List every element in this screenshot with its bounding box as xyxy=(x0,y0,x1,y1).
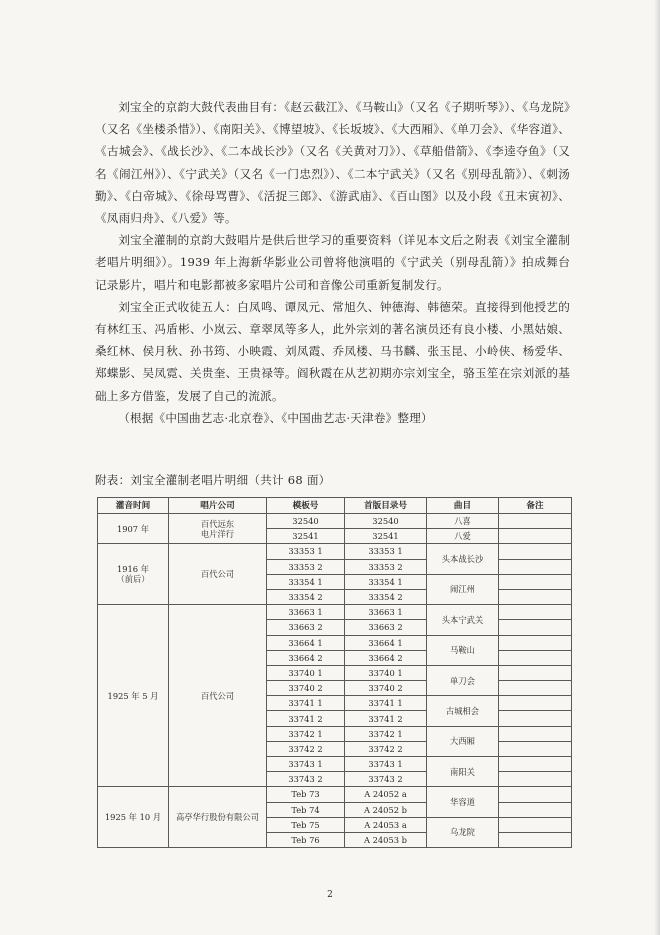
cell-matrix: 33742 2 xyxy=(267,741,345,756)
cell-catalog: 33741 1 xyxy=(345,696,427,711)
cell-note xyxy=(499,817,572,832)
cell-matrix: 33743 1 xyxy=(267,757,345,772)
cell-matrix: 33354 2 xyxy=(267,589,345,604)
header-cell: 曲目 xyxy=(427,498,499,514)
cell-matrix: Teb 75 xyxy=(267,817,345,832)
cell-catalog: A 24052 a xyxy=(345,787,427,802)
cell-matrix: 33741 1 xyxy=(267,696,345,711)
cell-matrix: 33663 2 xyxy=(267,620,345,635)
cell-title: 头本宁武关 xyxy=(427,605,499,635)
cell-catalog: 32541 xyxy=(345,529,427,544)
recordings-table xyxy=(97,497,572,848)
cell-title: 闹江州 xyxy=(427,574,499,604)
cell-note xyxy=(499,726,572,741)
cell-catalog: 33353 1 xyxy=(345,544,427,559)
page-number: 2 xyxy=(327,890,333,900)
cell-date: 1925 年 5 月 xyxy=(98,605,169,787)
cell-matrix: Teb 76 xyxy=(267,832,345,847)
cell-catalog: 33663 1 xyxy=(345,605,427,620)
cell-catalog: 33743 1 xyxy=(345,757,427,772)
cell-matrix: 33353 1 xyxy=(267,544,345,559)
cell-note xyxy=(499,559,572,574)
cell-note xyxy=(499,635,572,650)
table-row xyxy=(98,787,572,802)
cell-matrix: 33740 2 xyxy=(267,681,345,696)
header-cell: 灌音时间 xyxy=(98,498,169,514)
cell-catalog: 33741 2 xyxy=(345,711,427,726)
cell-catalog: A 24053 b xyxy=(345,832,427,847)
paragraph-repertoire: 刘宝全的京韵大鼓代表曲目有：《赵云截江》、《马鞍山》（又名《子期听琴》）、《乌龙院》（又名《坐楼杀惜》）、《南阳关》、《博望坡》、《长坂坡》、《大西厢》、《单刀会》、《华容道》、《古城会》、《战长沙》、《二本战长沙》（又名《关黄对刀》）、《草船借箭》、《李逵夺鱼》（又名《闹江州》）、《宁武关》（又名《一门忠烈》）、《二本宁武关》（又名《别母乱箭》）、《刺汤勤》、《白帝城》、《徐母骂曹》、《活捉三郎》、《游武庙》、《百山图》以及小段《丑末寅初》、《凤雨归舟》、《八爱》等。 xyxy=(95,100,570,226)
cell-catalog: 33354 2 xyxy=(345,589,427,604)
cell-note xyxy=(499,650,572,665)
cell-date: 1907 年 xyxy=(98,514,169,544)
cell-catalog: 33742 1 xyxy=(345,726,427,741)
cell-company: 高亭华行股份有限公司 xyxy=(169,787,267,848)
cell-catalog: A 24052 b xyxy=(345,802,427,817)
cell-catalog: 33664 2 xyxy=(345,650,427,665)
cell-title: 古城相会 xyxy=(427,696,499,726)
cell-matrix: Teb 74 xyxy=(267,802,345,817)
paragraph-source-note: （根据《中国曲艺志·北京卷》、《中国曲艺志·天津卷》整理） xyxy=(118,410,433,425)
cell-catalog: 33353 2 xyxy=(345,559,427,574)
cell-matrix: 33741 2 xyxy=(267,711,345,726)
cell-note xyxy=(499,787,572,802)
cell-catalog: 33742 2 xyxy=(345,741,427,756)
appendix-title: 附表：刘宝全灌制老唱片明细（共计 68 面） xyxy=(95,473,331,487)
cell-title: 马鞍山 xyxy=(427,635,499,665)
table-header-row xyxy=(98,498,572,514)
cell-note xyxy=(499,802,572,817)
cell-title: 华容道 xyxy=(427,787,499,817)
cell-matrix: 33740 1 xyxy=(267,665,345,680)
cell-matrix: 33664 1 xyxy=(267,635,345,650)
cell-title: 八喜 xyxy=(427,514,499,529)
cell-note xyxy=(499,514,572,529)
cell-note xyxy=(499,605,572,620)
cell-title: 八爱 xyxy=(427,529,499,544)
table-row xyxy=(98,544,572,559)
cell-matrix: 33743 2 xyxy=(267,772,345,787)
cell-note xyxy=(499,681,572,696)
cell-title: 乌龙院 xyxy=(427,817,499,847)
cell-title: 头本战长沙 xyxy=(427,544,499,574)
cell-matrix: 33742 1 xyxy=(267,726,345,741)
table-body xyxy=(98,514,572,848)
cell-matrix: 33354 1 xyxy=(267,574,345,589)
cell-note xyxy=(499,741,572,756)
cell-catalog: 33663 2 xyxy=(345,620,427,635)
cell-company: 百代公司 xyxy=(169,605,267,787)
paragraph-disciples: 刘宝全正式收徒五人：白凤鸣、谭凤元、常旭久、钟德海、韩德荣。直接得到他授艺的有林红玉、冯盾彬、小岚云、章翠凤等多人，此外宗刘的著名演员还有良小楼、小黑姑娘、桑红林、侯月秋、孙书筠、小映霞、刘凤霞、乔凤楼、马书麟、张玉昆、小岭侠、杨爱华、郑蝶影、吴凤霓、关贵奎、王贵禄等。阎秋霞在从艺初期亦宗刘宝全，骆玉笙在宗刘派的基础上多方借鉴，发展了自己的流派。 xyxy=(95,299,570,403)
cell-title: 南阳关 xyxy=(427,757,499,787)
table-row xyxy=(98,514,572,529)
cell-matrix: 32541 xyxy=(267,529,345,544)
cell-matrix: Teb 73 xyxy=(267,787,345,802)
table-row xyxy=(98,605,572,620)
cell-matrix: 33663 1 xyxy=(267,605,345,620)
cell-note xyxy=(499,757,572,772)
cell-title: 单刀会 xyxy=(427,665,499,695)
cell-note xyxy=(499,574,572,589)
cell-note xyxy=(499,832,572,847)
cell-matrix: 33353 2 xyxy=(267,559,345,574)
cell-catalog: 33740 2 xyxy=(345,681,427,696)
cell-matrix: 33664 2 xyxy=(267,650,345,665)
cell-title: 大西厢 xyxy=(427,726,499,756)
cell-note xyxy=(499,772,572,787)
cell-note xyxy=(499,620,572,635)
cell-company: 百代远东 电片洋行 xyxy=(169,514,267,544)
paragraph-recordings: 刘宝全灌制的京韵大鼓唱片是供后世学习的重要资料（详见本文后之附表《刘宝全灌制老唱片明细》）。1939 年上海新华影业公司曾将他演唱的《宁武关（别母乱箭）》拍成舞台记录影片，唱片和电影都被多家唱片公司和音像公司重新复制发行。 xyxy=(95,233,570,292)
cell-date: 1916 年 （前后） xyxy=(98,544,169,605)
cell-note xyxy=(499,589,572,604)
article-body xyxy=(95,96,570,429)
cell-company: 百代公司 xyxy=(169,544,267,605)
header-cell: 唱片公司 xyxy=(169,498,267,514)
cell-note xyxy=(499,544,572,559)
cell-catalog: 33740 1 xyxy=(345,665,427,680)
header-cell: 备注 xyxy=(499,498,572,514)
header-cell: 模板号 xyxy=(267,498,345,514)
cell-catalog: 32540 xyxy=(345,514,427,529)
cell-matrix: 32540 xyxy=(267,514,345,529)
cell-date: 1925 年 10 月 xyxy=(98,787,169,848)
cell-note xyxy=(499,665,572,680)
cell-catalog: 33664 1 xyxy=(345,635,427,650)
header-cell: 首版目录号 xyxy=(345,498,427,514)
cell-catalog: 33354 1 xyxy=(345,574,427,589)
scan-edge xyxy=(654,0,660,935)
cell-note xyxy=(499,711,572,726)
cell-catalog: A 24053 a xyxy=(345,817,427,832)
cell-note xyxy=(499,529,572,544)
cell-note xyxy=(499,696,572,711)
cell-catalog: 33743 2 xyxy=(345,772,427,787)
